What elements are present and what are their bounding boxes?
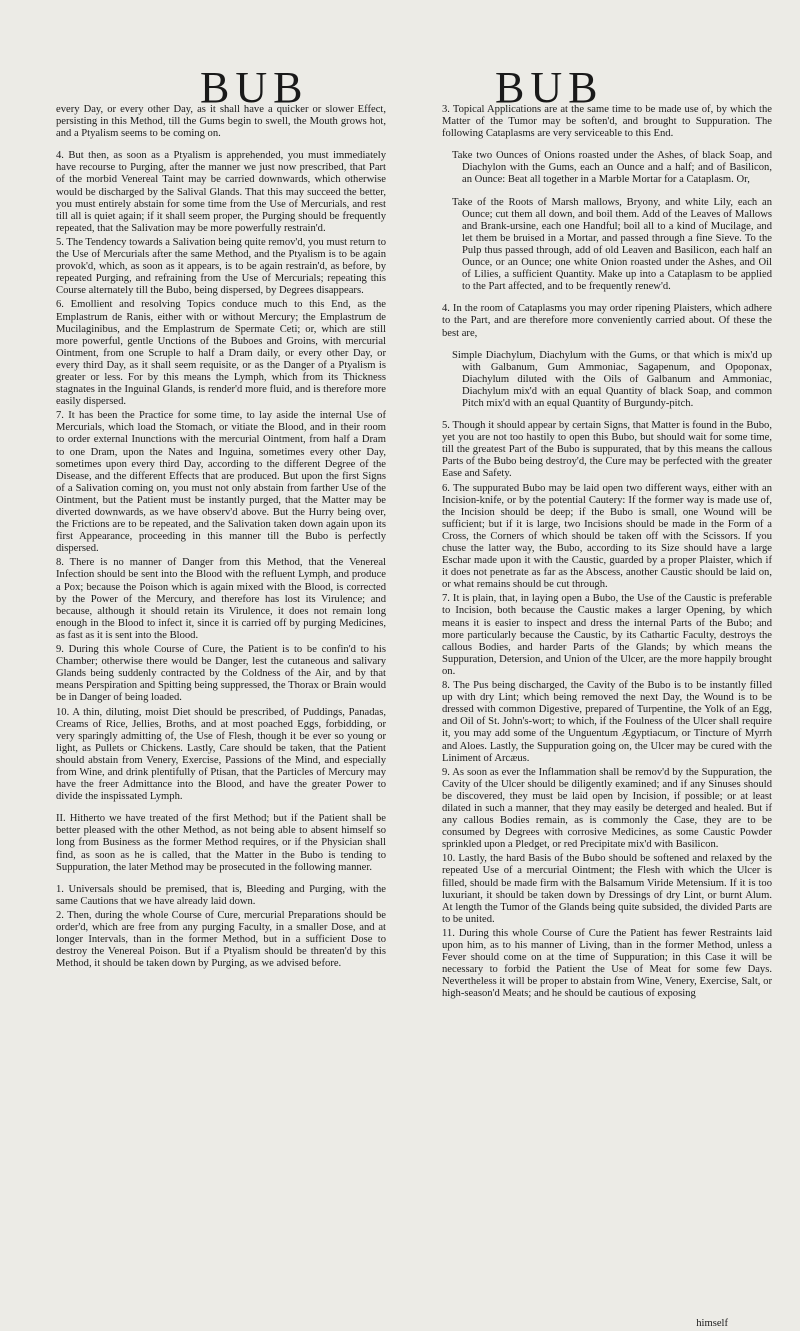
- paragraph: 11. During this whole Course of Cure the Patient has fewer Restraints laid upon him, as to his manner of Living, than in the former Method, unless a Fever should come on at the time of Suppuration; in this Case it will be necessary to forbid the Patient the Use of Meat for some few Days. Nevertheless it will be proper to abstain from Wine, Venery, Exercise, Salt, or high-season'd Meats; and he should be cautious of exposing: [442, 927, 772, 1000]
- recipe-paragraph: Take of the Roots of Marsh mallows, Bryony, and white Lily, each an Ounce; cut them all down, and boil them. Add of the Leaves of Mallows and Brank-ursine, each one Handful; boil all to a kind of Mucilage, and let them be bruised in a Mortar, and passed through a fine Sieve. To the Pulp thus passed through, add of old Leaven and Basilicon, each half an Ounce, or an Ounce; one white Onion roasted under the Ashes, and Oil of Lilies, a sufficient Quantity. Make up into a Cataplasm to be applied to the Part affected, and to be frequently renew'd.: [452, 196, 772, 293]
- right-column: [442, 104, 772, 1324]
- paragraph: 9. As soon as ever the Inflammation shall be remov'd by the Suppuration, the Cavity of the Ulcer should be diligently examined; and if any Sinuses should be discovered, they must be laid open by Incision, if possible; or at least dilated in such a manner, that they may easily be deterged and healed. But if any callous Bodies remain, as is commonly the Case, they are to be consumed by Degrees with corrosive Medicines, as some Caustic Powder sprinkled upon a Pledget, or red Precipitate mix'd with Basilicon.: [442, 766, 772, 851]
- paragraph: 10. Lastly, the hard Basis of the Bubo should be softened and relaxed by the repeated Use of a mercurial Ointment; the Flesh with which the Ulcer is filled, should be made firm with the Balsamum Viride Metensium. If it is too luxuriant, it should be taken down by Dressings of dry Lint, or burnt Alum. At length the Tumor of the Glands being quite subsided, the divided Parts are to be united.: [442, 853, 772, 925]
- paragraph: 8. The Pus being discharged, the Cavity of the Bubo is to be instantly filled up with dry Lint; which being removed the next Day, the Wound is to be dressed with common Digestive, prepared of Turpentine, the Yolk of an Egg, and Oil of St. John's-wort; to which, if the Foulness of the Ulcer shall require it, you may add some of the Unguentum Ægyptiacum, or Tincture of Myrrh and Aloes. Lastly, the Suppuration going on, the Ulcer may be cured with the Liniment of Arcæus.: [442, 680, 772, 764]
- paragraph: every Day, or every other Day, as it shall have a quicker or slower Effect, persisting in this Method, till the Gums begin to swell, the Mouth grows hot, and a Ptyalism seems to be coming on.: [56, 104, 386, 140]
- paragraph: 8. There is no manner of Danger from this Method, that the Venereal Infection should be sent into the Blood with the refluent Lymph, and produce a Pox; because the Poison which is again mixed with the Blood, is corrected by the Power of the Mercury, and therefore has lost its Virulence; and because, although it should retain its Virulence, it does not remain long enough in the Blood to infect it, since it is carried off by purging Medicines, as fast as it is sent into the Blood.: [56, 557, 386, 641]
- paragraph: 7. It has been the Practice for some time, to lay aside the internal Use of Mercurials, which load the Stomach, or vitiate the Blood, and in their room to order external Inunctions with the mercurial Ointment, from half a Dram to one Dram, upon the Nates and Inguina, sometimes every other Day, sometimes upon every third Day, according to the different Degree of the Disease, and the different Effects that are produced. But upon the first Signs of a Salivation coming on, you must not only abstain from farther Use of the Ointment, but the Patient must be instantly purged, that the Matter may be diverted downwards, as we have observ'd above. But the Hurry being over, the Frictions are to be repeated, and the Salivation taken down again upon its first Appearance, proceeding in this manner till the Bubo is perfectly dispersed.: [56, 410, 386, 555]
- recipe-paragraph: Simple Diachylum, Diachylum with the Gums, or that which is mix'd up with Galbanum, Gum Ammoniac, Sagapenum, and Opoponax, Diachylum diluted with the Oils of Galbanum and Ammoniac, Diachylum mix'd with an equal Quantity of black Soap, and common Pitch mix'd with an equal Quantity of Burgundy-pitch.: [452, 349, 772, 409]
- running-head-right: BUB: [495, 63, 604, 112]
- recipe-paragraph: Take two Ounces of Onions roasted under the Ashes, of black Soap, and Diachylon with the Gums, each an Ounce and a half; and of Basilicon, an Ounce: Beat all together in a Marble Mortar for a Cataplasm. Or,: [452, 150, 772, 186]
- paragraph: 9. During this whole Course of Cure, the Patient is to be confin'd to his Chamber; otherwise there would be Danger, lest the cutaneous and salivary Glands being suddenly contracted by the Coldness of the Air, and by that means Perspiration and Spitting being suppressed, the Thorax or Brain would be in Danger of being loaded.: [56, 644, 386, 704]
- paragraph: 7. It is plain, that, in laying open a Bubo, the Use of the Caustic is preferable to Incision, both because the Caustic makes a larger Opening, by which means it is easier to inspect and dress the internal Parts of the Bubo; and more particularly because the Caustic, by its Cathartic Faculty, destroys the callous Bodies, and harder Parts of the Glands; by which means the Suppuration, Detersion, and Union of the Ulcer, are the more happily brought on.: [442, 593, 772, 677]
- paragraph: 5. Though it should appear by certain Signs, that Matter is found in the Bubo, yet you are not too hastily to open this Bubo, but should wait for some time, till the greatest Part of the Bubo is suppurated, that by this means the callous Parts of the Bubo being destroy'd, the Cure may be perfected with the greater Ease and Safety.: [442, 420, 772, 480]
- left-column: [56, 104, 386, 1324]
- catchword: himself: [696, 1318, 728, 1329]
- text-columns: [56, 104, 772, 1324]
- paragraph: 6. Emollient and resolving Topics conduce much to this End, as the Emplastrum de Ranis, either with or without Mercury; the Emplastrum de Mucilaginibus, and the Emplastrum de Spermate Ceti; or, which are still more powerful, gentle Unctions of the Buboes and Groins, with mercurial Ointment, from one Scruple to half a Dram daily, or every other Day, or every third Day, as it shall seem requisite, or as the Danger of a Ptyalism is greater or less. For by this means the Lymph, which from its Thickness stagnates in the Inguinal Glands, is render'd more fluid, and is therefore more easily dispersed.: [56, 299, 386, 408]
- paragraph: 5. The Tendency towards a Salivation being quite remov'd, you must return to the Use of Mercurials after the same Method, and the Ptyalism is to be again provok'd, which, as soon as it appears, is to be again restrain'd, as before, by repeated Purging, and refraining from the Use of Mercurials; repeating this Course alternately till the Bubo, being dispersed, by Degrees disappears.: [56, 236, 386, 297]
- paragraph: 10. A thin, diluting, moist Diet should be prescribed, of Puddings, Panadas, Creams of Rice, Jellies, Broths, and at most poached Eggs, forbidding, or very sparingly admitting of, the Use of Flesh, though it be ever so young or light, as Pullets or Chickens. Lastly, Care should be taken, that the Patient should abstain from Venery, Exercise, Passions of the Mind, and especially from Wine, and drink plentifully of Ptisan, that the Particles of Mercury may have the freer Admittance into the Blood, and have the greater Power to divide the inspissated Lymph.: [56, 706, 386, 803]
- paragraph: 4. But then, as soon as a Ptyalism is apprehended, you must immediately have recourse to Purging, after the manner we just now prescribed, that Part of the morbid Venereal Taint may be carried downwards, which otherwise would be discharged by the Salival Glands. That this may succeed the better, you must entirely abstain for some time from the Use of Mercurials, and rest till all is quiet again; if it shall seem proper, the Purging should be frequently repeated, that the Salivation may be more powerfully restrain'd.: [56, 150, 386, 234]
- paragraph: 4. In the room of Cataplasms you may order ripening Plaisters, which adhere to the Part, and are therefore more conveniently carried about. Of these the best are,: [442, 303, 772, 339]
- running-head-left: BUB: [200, 63, 309, 112]
- paragraph: 3. Topical Applications are at the same time to be made use of, by which the Matter of the Tumor may be soften'd, and brought to Suppuration. The following Cataplasms are very serviceable to this End.: [442, 104, 772, 140]
- paragraph: II. Hitherto we have treated of the first Method; but if the Patient shall be better pleased with the other Method, as not being able to absent himself so long from Business as the former Method requires, or if the Physician shall find, as soon as he is called, that the Matter in the Bubo is tending to Suppuration, the later Method may be prosecuted in the following manner.: [56, 813, 386, 873]
- paragraph: 1. Universals should be premised, that is, Bleeding and Purging, with the same Cautions that we have already laid down.: [56, 883, 386, 907]
- paragraph: 6. The suppurated Bubo may be laid open two different ways, either with an Incision-knife, or by the potential Cautery: If the former way is made use of, the Incision should be deep; if the Bubo is small, one Wound will be sufficient; but if it is large, two Incisions should be made in the Form of a Cross, the Corners of which should be taken off with the Scissors. If you chuse the latter way, the Bubo, according to its Size should have a large Eschar made upon it with the Caustic, guarded by a proper Plaister, which if it does not penetrate as far as the Abscess, another Caustic should be laid on, or what remains should be cut through.: [442, 482, 772, 591]
- paragraph: 2. Then, during the whole Course of Cure, mercurial Preparations should be order'd, which are free from any purging Faculty, in a smaller Dose, and at longer Intervals, than in the former Method, but in a sufficient Dose to destroy the Venereal Poison. But if a Ptyalism should be threaten'd by this Method, it should be taken down by Purging, as we advised before.: [56, 909, 386, 970]
